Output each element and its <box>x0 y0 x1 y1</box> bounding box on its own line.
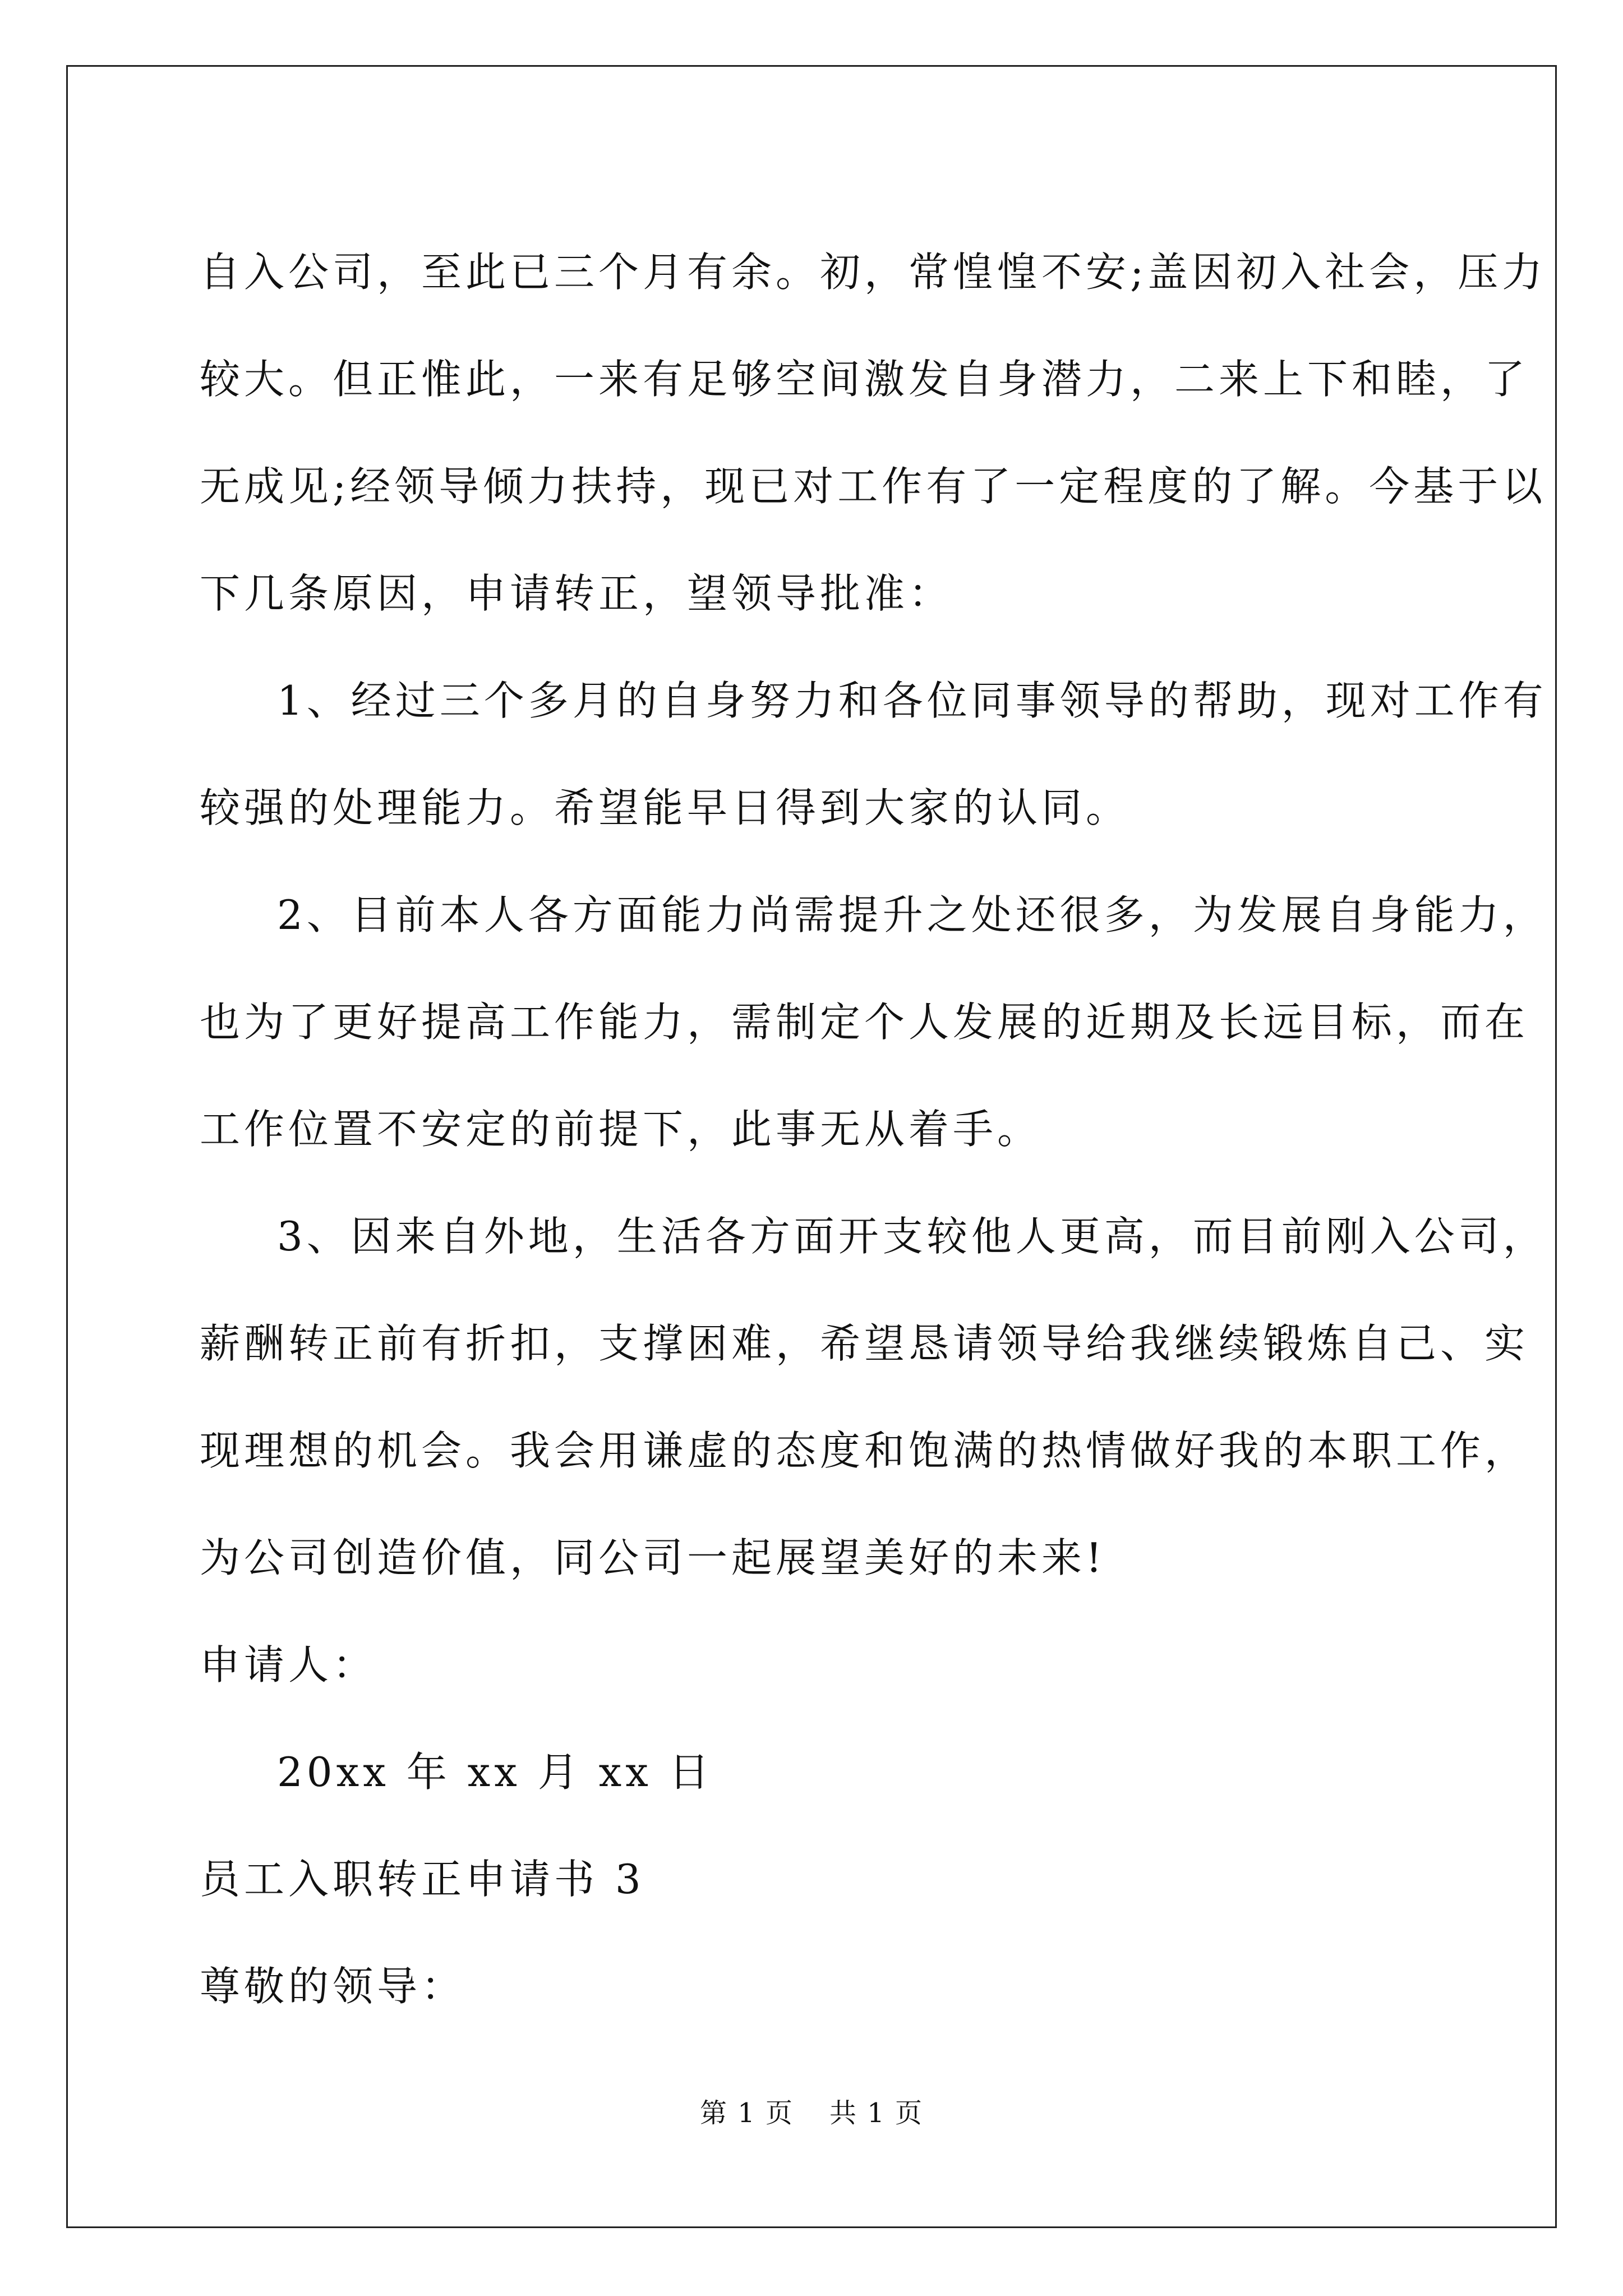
salutation: 尊敬的领导： <box>200 1963 466 2010</box>
page-number: 第 1 页 <box>699 2097 794 2129</box>
list-item-2-line: 工作位置不安定的前提下，此事无从着手。 <box>200 1106 1042 1153</box>
body-line: 较大。但正惟此，一来有足够空间激发自身潜力，二来上下和睦，了 <box>200 356 1529 403</box>
list-item-1-line: 较强的处理能力。希望能早日得到大家的认同。 <box>200 784 1131 831</box>
list-item-3-line: 3、因来自外地，生活各方面开支较他人更高，而目前刚入公司， <box>277 1213 1547 1260</box>
body-line: 下几条原因，申请转正，望领导批准： <box>200 570 953 617</box>
list-item-3-line: 为公司创造价值，同公司一起展望美好的未来! <box>200 1534 1106 1581</box>
list-item-2-line: 2、目前本人各方面能力尚需提升之处还很多，为发展自身能力， <box>277 891 1547 938</box>
applicant-label: 申请人： <box>200 1641 377 1688</box>
body-line: 自入公司，至此已三个月有余。初，常惶惶不安;盖因初入社会，压力 <box>200 249 1547 296</box>
list-item-2-line: 也为了更好提高工作能力，需制定个人发展的近期及长远目标，而在 <box>200 999 1529 1046</box>
list-item-3-line: 薪酬转正前有折扣，支撑困难，希望恳请领导给我继续锻炼自己、实 <box>200 1320 1529 1367</box>
list-item-1-line: 1、经过三个多月的自身努力和各位同事领导的帮助，现对工作有 <box>277 677 1547 724</box>
body-line: 无成见;经领导倾力扶持，现已对工作有了一定程度的了解。今基于以 <box>200 463 1547 510</box>
list-item-3-line: 现理想的机会。我会用谦虚的态度和饱满的热情做好我的本职工作， <box>200 1427 1529 1474</box>
document-body <box>200 219 1547 2040</box>
page-footer <box>0 2091 1623 2130</box>
date-line: 20xx 年 xx 月 xx 日 <box>277 1749 713 1796</box>
section-title: 员工入职转正申请书 3 <box>200 1856 645 1903</box>
page-total: 共 1 页 <box>829 2097 924 2129</box>
